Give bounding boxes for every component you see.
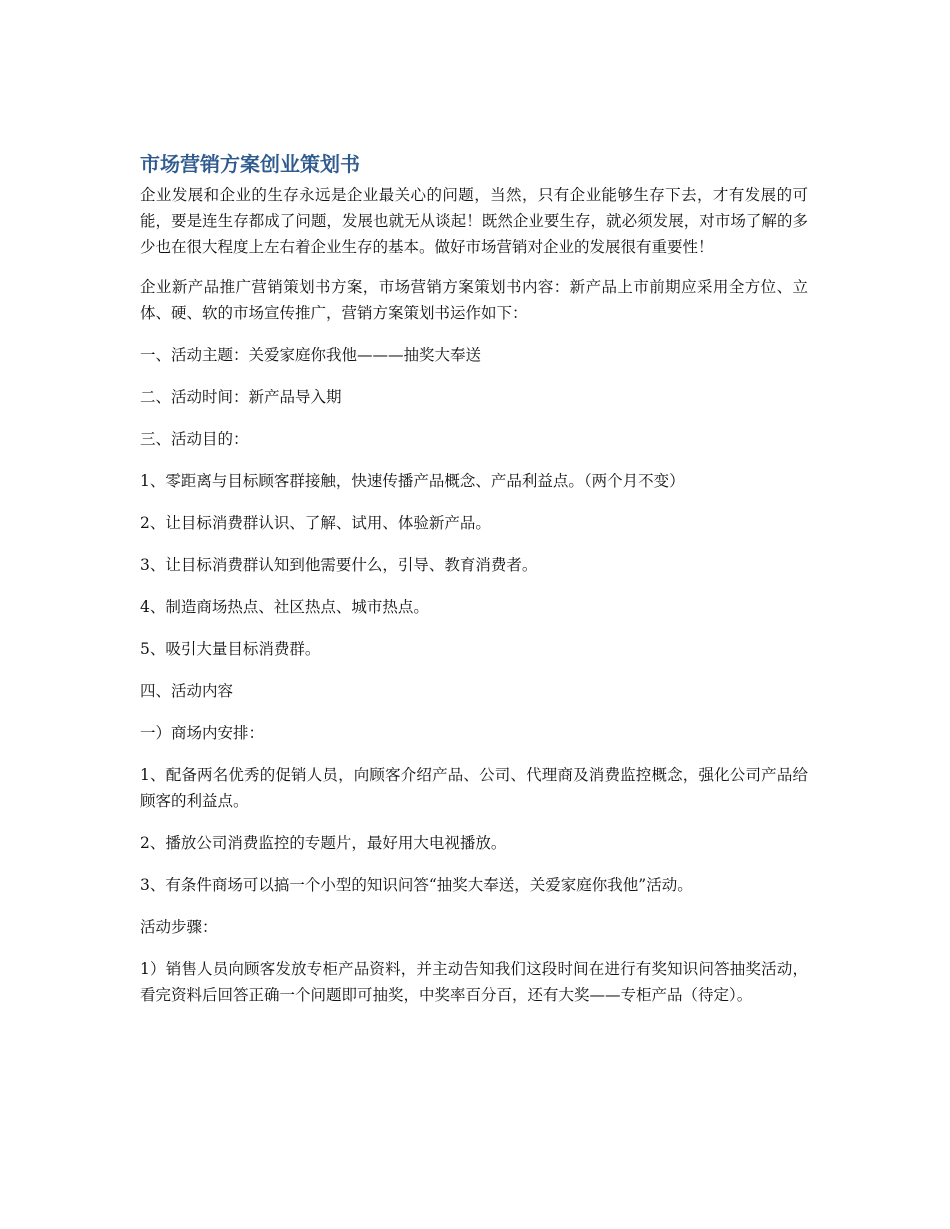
document-page [140,150,808,1024]
paragraph-purpose-2: 2、让目标消费群认识、了解、试用、体验新产品。 [140,514,491,532]
paragraph-mall-3: 3、有条件商场可以搞一个小型的知识问答“抽奖大奉送，关爱家庭你我他”活动。 [140,876,693,894]
paragraph-theme: 一、活动主题：关爱家庭你我他———抽奖大奉送 [140,346,482,364]
paragraph-content-heading: 四、活动内容 [140,682,234,700]
paragraph-mall-heading: 一）商场内安排： [140,724,265,742]
paragraph-purpose-4: 4、制造商场热点、社区热点、城市热点。 [140,598,429,616]
paragraph-purpose-3: 3、让目标消费群认知到他需要什么，引导、教育消费者。 [140,556,538,574]
paragraph-intro: 企业发展和企业的生存永远是企业最关心的问题，当然，只有企业能够生存下去，才有发展的可能，要是连生存都成了问题，发展也就无从谈起！既然企业要生存，就必须发展，对市场了解的多少也在很大程度上左右着企业生存的基本。做好市场营销对企业的发展很有重要性！ [140,186,808,256]
paragraph-purpose-heading: 三、活动目的： [140,430,249,448]
paragraph-purpose-1: 1、零距离与目标顾客群接触，快速传播产品概念、产品利益点。（两个月不变） [140,472,685,490]
paragraph-time: 二、活动时间：新产品导入期 [140,388,342,406]
paragraph-mall-1: 1、配备两名优秀的促销人员，向顾客介绍产品、公司、代理商及消费监控概念，强化公司产品给顾客的利益点。 [140,766,808,810]
paragraph-mall-2: 2、播放公司消费监控的专题片，最好用大电视播放。 [140,834,507,852]
paragraph-steps-1: 1）销售人员向顾客发放专柜产品资料，并主动告知我们这段时间在进行有奖知识问答抽奖活动，看完资料后回答正确一个问题即可抽奖，中奖率百分百，还有大奖——专柜产品（待定）。 [140,960,808,1004]
paragraph-overview: 企业新产品推广营销策划书方案，市场营销方案策划书内容：新产品上市前期应采用全方位、立体、硬、软的市场宣传推广，营销方案策划书运作如下： [140,278,808,322]
document-title: 市场营销方案创业策划书 [140,152,360,176]
paragraph-purpose-5: 5、吸引大量目标消费群。 [140,640,321,658]
paragraph-steps-heading: 活动步骤： [140,918,218,936]
